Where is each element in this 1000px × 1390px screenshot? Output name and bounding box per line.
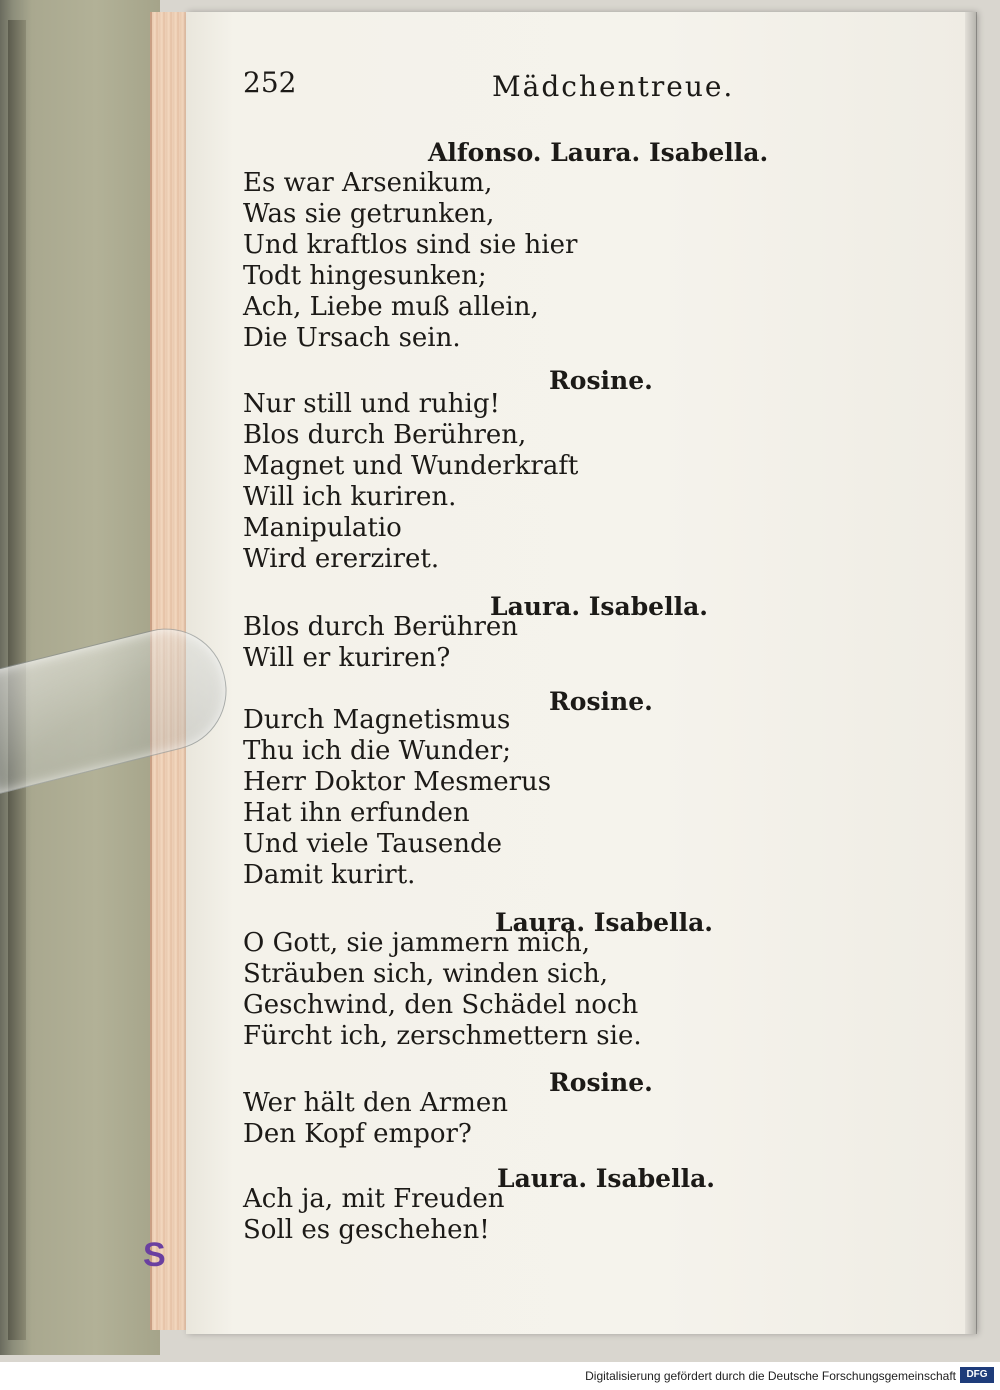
verse-line: Fürcht ich, zerschmettern sie. (243, 1021, 642, 1051)
speaker-heading: Rosine. (549, 1068, 653, 1097)
verse-line: Hat ihn erfunden (243, 798, 470, 828)
speaker-heading: Laura. Isabella. (490, 592, 708, 621)
verse-line: Blos durch Berühren (243, 612, 519, 642)
verse-line: Und viele Tausende (243, 829, 502, 859)
verse-block (243, 705, 551, 891)
verse-line: Herr Doktor Mesmerus (243, 767, 552, 797)
verse-line: Und kraftlos sind sie hier (243, 230, 578, 260)
verse-block (243, 168, 577, 354)
verse-line: Es war Arsenikum, (243, 168, 493, 198)
verse-block (243, 1088, 508, 1150)
verse-line: Magnet und Wunderkraft (243, 451, 579, 481)
verse-line: Will er kuriren? (243, 643, 451, 673)
verse-line: Soll es geschehen! (243, 1215, 490, 1245)
verse-line: Geschwind, den Schädel noch (243, 990, 639, 1020)
verse-line: Ach, Liebe muß allein, (243, 292, 539, 322)
verse-line: Wird ererziret. (243, 544, 440, 574)
verse-line: Was sie getrunken, (243, 199, 495, 229)
running-head: Mädchentreue. (492, 70, 735, 103)
speaker-heading: Rosine. (549, 687, 653, 716)
verse-block (243, 1184, 505, 1246)
speaker-heading: Rosine. (549, 366, 653, 395)
verse-block (243, 389, 578, 575)
verse-block (243, 928, 642, 1052)
verse-line: Sträuben sich, winden sich, (243, 959, 609, 989)
verse-line: Manipulatio (243, 513, 402, 543)
verse-line: Blos durch Berühren, (243, 420, 527, 450)
verse-block (243, 612, 518, 674)
verse-line: Die Ursach sein. (243, 323, 461, 353)
library-sticker: S (143, 1236, 166, 1274)
verse-line: O Gott, sie jammern mich, (243, 928, 590, 958)
funding-credit: Digitalisierung gefördert durch die Deutsche Forschungsgemeinschaft (585, 1369, 956, 1383)
page-shadow (965, 12, 977, 1334)
verse-line: Ach ja, mit Freuden (243, 1184, 505, 1214)
speaker-heading: Laura. Isabella. (497, 1164, 715, 1193)
verse-line: Thu ich die Wunder; (243, 736, 511, 766)
page-number: 252 (243, 66, 297, 99)
verse-line: Durch Magnetismus (243, 705, 511, 735)
dfg-logo-badge: DFG (960, 1367, 994, 1383)
verse-line: Damit kurirt. (243, 860, 416, 890)
verse-line: Wer hält den Armen (243, 1088, 508, 1118)
speaker-heading: Laura. Isabella. (495, 908, 713, 937)
verse-line: Nur still und ruhig! (243, 389, 500, 419)
speaker-heading: Alfonso. Laura. Isabella. (428, 138, 769, 167)
verse-line: Will ich kuriren. (243, 482, 457, 512)
verse-line: Den Kopf empor? (243, 1119, 472, 1149)
verse-line: Todt hingesunken; (243, 261, 487, 291)
